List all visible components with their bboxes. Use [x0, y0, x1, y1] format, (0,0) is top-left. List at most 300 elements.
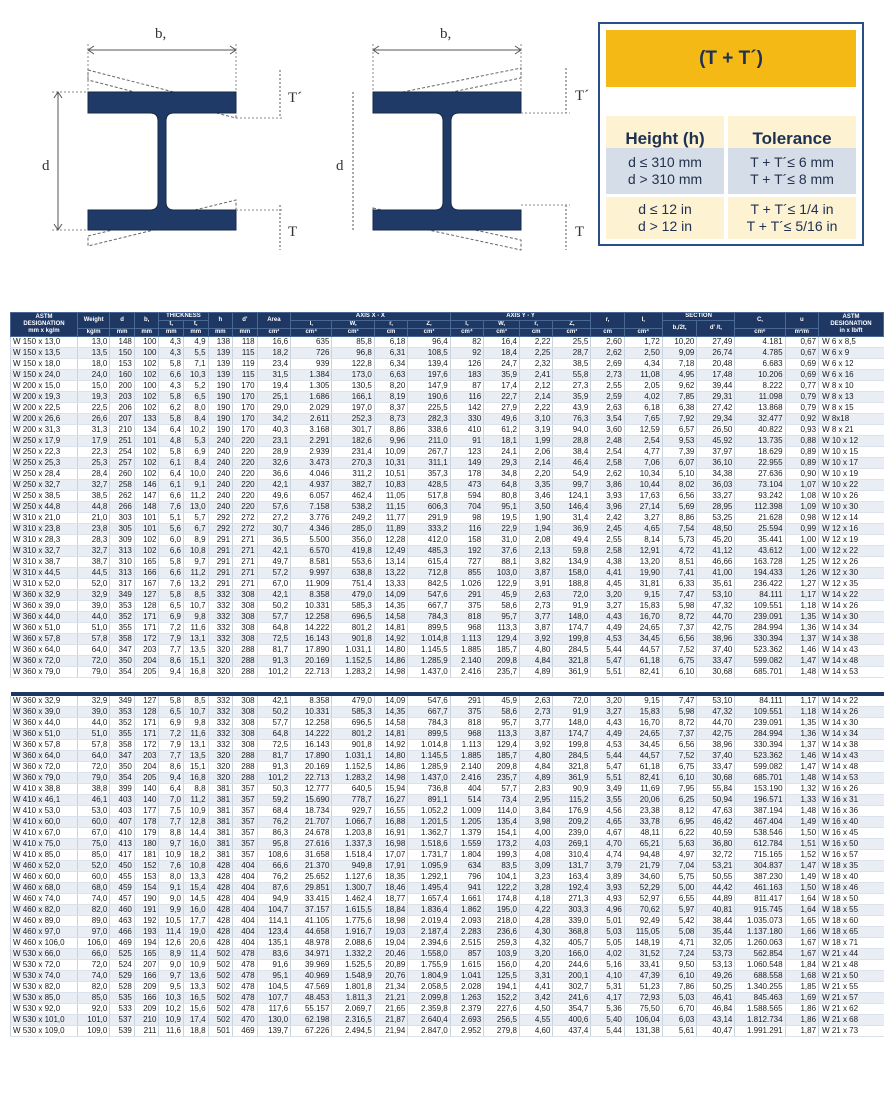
table-row: [11, 773, 884, 784]
axis-x-header: AXIS X - X: [291, 313, 451, 321]
table-cell: 153: [110, 359, 135, 370]
table-cell: 1.518,4: [332, 850, 374, 861]
table-cell: 2,55: [591, 535, 624, 546]
table-cell: 1,67: [785, 949, 818, 960]
table-row: [11, 403, 884, 414]
table-cell: 17,4: [183, 1015, 208, 1026]
table-cell: 53,13: [697, 960, 735, 971]
mm-height-1: d ≤ 310 mm: [628, 154, 702, 170]
table-cell: 140: [134, 784, 159, 795]
mm-height-2: d > 310 mm: [627, 171, 703, 187]
table-cell: 459: [110, 883, 135, 894]
table-cell: 178: [450, 469, 483, 480]
table-cell: W 14 x 30: [819, 612, 884, 623]
table-cell: 17.890: [291, 645, 332, 656]
table-cell: 10,09: [374, 447, 407, 458]
table-cell: 53,25: [697, 513, 735, 524]
table-cell: 4.046: [291, 469, 332, 480]
table-cell: W 360 x 64,0: [11, 751, 78, 762]
table-row: [11, 938, 884, 949]
table-cell: 612.784: [735, 839, 785, 850]
table-cell: 70,62: [624, 905, 662, 916]
table-cell: 32,05: [697, 938, 735, 949]
wx-unit: cm³: [332, 329, 374, 337]
tolerance-title: (T + T´): [606, 30, 856, 87]
table-cell: W 12 x 16: [819, 524, 884, 535]
table-cell: 1.588.565: [735, 1004, 785, 1015]
table-cell: 96,8: [332, 348, 374, 359]
table-cell: 14,35: [374, 707, 407, 718]
table-cell: 156,0: [484, 960, 520, 971]
table-cell: W 410 x 75,0: [11, 839, 78, 850]
table-cell: 899,5: [408, 623, 450, 634]
table-cell: 524: [110, 960, 135, 971]
table-cell: W 12 x 19: [819, 535, 884, 546]
table-cell: W 21 x 50: [819, 971, 884, 982]
table-cell: 8,4: [183, 458, 208, 469]
table-cell: 64,0: [77, 645, 109, 656]
table-cell: 5,36: [591, 1004, 624, 1015]
table-cell: 2,14: [519, 458, 552, 469]
table-cell: 89,0: [77, 916, 109, 927]
table-cell: 1.113: [450, 634, 483, 645]
table-cell: 2.019,4: [408, 916, 450, 927]
table-cell: 332: [208, 718, 233, 729]
table-cell: 21,65: [374, 1004, 407, 1015]
table-cell: 190: [208, 392, 233, 403]
table-cell: 38,44: [697, 916, 735, 927]
table-cell: 9,4: [159, 667, 184, 678]
table-cell: 387.194: [735, 806, 785, 817]
table-cell: W 250 x 28,4: [11, 469, 78, 480]
table-cell: 4,84: [519, 656, 552, 667]
table-cell: 332: [208, 707, 233, 718]
table-cell: 640,5: [332, 784, 374, 795]
table-cell: 165: [134, 949, 159, 960]
table-cell: 10,9: [183, 960, 208, 971]
table-cell: 528: [110, 982, 135, 993]
table-cell: 170: [233, 425, 258, 436]
table-cell: 2,73: [519, 707, 552, 718]
table-cell: 37,40: [697, 645, 735, 656]
table-cell: 19,5: [484, 513, 520, 524]
table-cell: 49,7: [257, 557, 290, 568]
table-cell: W 360 x 57,8: [11, 634, 78, 645]
table-cell: 2,63: [519, 696, 552, 707]
table-cell: 84.111: [735, 590, 785, 601]
table-cell: 13,1: [183, 740, 208, 751]
table-cell: 7,9: [159, 740, 184, 751]
table-cell: 62.198: [291, 1015, 332, 1026]
table-cell: 585,3: [332, 601, 374, 612]
table-cell: 6,63: [374, 370, 407, 381]
table-cell: 146: [134, 480, 159, 491]
table-cell: 553,6: [332, 557, 374, 568]
table-cell: 8,37: [374, 403, 407, 414]
table-cell: 1.283,2: [332, 667, 374, 678]
table-cell: 22.713: [291, 773, 332, 784]
table-cell: 32,9: [77, 696, 109, 707]
table-cell: 15,83: [624, 601, 662, 612]
table-cell: 4,89: [519, 773, 552, 784]
table-cell: 240: [208, 447, 233, 458]
table-cell: 1.203,8: [332, 828, 374, 839]
table-cell: 11,2: [183, 491, 208, 502]
table-cell: 14,92: [374, 740, 407, 751]
table-cell: 1.041: [450, 971, 483, 982]
table-row: [11, 491, 884, 502]
table-cell: 220: [233, 491, 258, 502]
table-cell: 174,7: [553, 623, 591, 634]
table-cell: 538.546: [735, 828, 785, 839]
table-cell: 254: [110, 447, 135, 458]
table-cell: W 360 x 51,0: [11, 623, 78, 634]
table-cell: 7,37: [662, 729, 697, 740]
table-cell: W 14 x 30: [819, 718, 884, 729]
table-cell: 535: [110, 993, 135, 1004]
table-cell: 332: [208, 634, 233, 645]
table-cell: 21,0: [77, 513, 109, 524]
table-cell: 72,0: [77, 960, 109, 971]
table-cell: 79,0: [77, 667, 109, 678]
table-cell: 7,65: [624, 414, 662, 425]
table-cell: 199,3: [484, 850, 520, 861]
table-cell: 269,1: [553, 839, 591, 850]
table-cell: 16,0: [183, 839, 208, 850]
table-cell: 22,9: [484, 524, 520, 535]
table-cell: 10,5: [159, 916, 184, 927]
table-cell: 16,55: [374, 806, 407, 817]
table-cell: 308: [233, 601, 258, 612]
table-cell: 5,3: [183, 436, 208, 447]
table-cell: 13,5: [183, 645, 208, 656]
table-cell: 538,2: [332, 502, 374, 513]
table-cell: W 14 x 38: [819, 634, 884, 645]
table-cell: 478: [233, 993, 258, 1004]
table-cell: 134,9: [553, 557, 591, 568]
table-row: [11, 513, 884, 524]
table-row: [11, 392, 884, 403]
table-cell: 16,91: [374, 828, 407, 839]
table-cell: 0,67: [785, 348, 818, 359]
table-cell: 3,42: [519, 993, 552, 1004]
table-cell: 57,8: [77, 634, 109, 645]
table-cell: 16,98: [374, 839, 407, 850]
left-tilt-label: T´: [288, 90, 303, 106]
table-cell: 170: [233, 403, 258, 414]
table-cell: 67,0: [257, 579, 290, 590]
table-cell: 9,5: [159, 982, 184, 993]
mm-tolerances-cell: [728, 148, 856, 194]
table-cell: W 18 x 55: [819, 905, 884, 916]
table-cell: 39,0: [77, 601, 109, 612]
table-cell: 1.885: [450, 751, 483, 762]
table-cell: 2,08: [519, 535, 552, 546]
ry-unit: cm: [519, 329, 552, 337]
table-cell: 368,8: [553, 927, 591, 938]
table-row: [11, 817, 884, 828]
table-cell: 49,26: [697, 971, 735, 982]
table-cell: 7,52: [662, 645, 697, 656]
table-cell: 194.433: [735, 568, 785, 579]
table-cell: 97,0: [77, 927, 109, 938]
table-cell: 29.851: [291, 883, 332, 894]
table-cell: 74,0: [77, 971, 109, 982]
table-cell: 332: [208, 601, 233, 612]
table-cell: 3,20: [519, 949, 552, 960]
table-cell: 50,25: [697, 982, 735, 993]
table-cell: 696,5: [332, 718, 374, 729]
table-cell: 4,41: [519, 982, 552, 993]
table-cell: 7,1: [183, 359, 208, 370]
table-cell: 173,2: [484, 839, 520, 850]
table-cell: 36,10: [697, 458, 735, 469]
table-cell: 320: [208, 762, 233, 773]
table-cell: 190: [208, 381, 233, 392]
table-cell: 20,06: [624, 795, 662, 806]
table-cell: 12,91: [624, 546, 662, 557]
table-cell: 685.701: [735, 773, 785, 784]
table-cell: 6,75: [662, 656, 697, 667]
table-cell: 53,10: [697, 696, 735, 707]
table-cell: 33,78: [624, 817, 662, 828]
table-cell: 87: [450, 381, 483, 392]
table-cell: 14,81: [374, 729, 407, 740]
table-cell: 67,0: [77, 828, 109, 839]
table-cell: 22.713: [291, 667, 332, 678]
table-cell: 39,0: [77, 707, 109, 718]
table-cell: 5,08: [662, 927, 697, 938]
table-cell: 3,93: [591, 883, 624, 894]
table-cell: 13.868: [735, 403, 785, 414]
table-cell: 50,2: [257, 707, 290, 718]
table-cell: 18,2: [257, 348, 290, 359]
table-row: [11, 425, 884, 436]
table-cell: 941: [450, 883, 483, 894]
wy-unit: cm³: [484, 329, 520, 337]
table-cell: 16,0: [183, 905, 208, 916]
table-cell: 5,63: [662, 839, 697, 850]
table-cell: 292: [208, 524, 233, 535]
table-cell: 547,6: [408, 696, 450, 707]
table-cell: 35,9: [553, 392, 591, 403]
table-cell: 1,49: [785, 872, 818, 883]
table-cell: 6,22: [662, 828, 697, 839]
table-cell: 16.143: [291, 740, 332, 751]
table-cell: 1.031,1: [332, 751, 374, 762]
table-cell: 41,12: [697, 546, 735, 557]
table-cell: 182,6: [332, 436, 374, 447]
table-cell: 125,5: [484, 971, 520, 982]
table-cell: 361,9: [553, 667, 591, 678]
table-cell: 1.615: [450, 960, 483, 971]
table-cell: 801,2: [332, 729, 374, 740]
bf-unit: mm: [134, 329, 159, 337]
table-cell: 818: [450, 718, 483, 729]
zy-header: Z,: [553, 321, 591, 329]
table-cell: 2,14: [519, 392, 552, 403]
table-cell: 178: [134, 817, 159, 828]
table-cell: 407: [110, 817, 135, 828]
table-cell: 75,50: [624, 1004, 662, 1015]
table-cell: 1,17: [785, 696, 818, 707]
table-cell: 4,34: [624, 359, 662, 370]
table-cell: 0,90: [785, 469, 818, 480]
table-cell: 36,6: [257, 469, 290, 480]
table-cell: 842,5: [408, 579, 450, 590]
table-cell: 2,60: [591, 337, 624, 348]
table-cell: 0,88: [785, 436, 818, 447]
table-cell: 3,55: [591, 795, 624, 806]
table-cell: 308: [233, 740, 258, 751]
table-cell: 72,0: [553, 590, 591, 601]
table-cell: 17,48: [697, 370, 735, 381]
table-cell: 4,97: [662, 850, 697, 861]
table-cell: 15,1: [183, 656, 208, 667]
table-cell: 58,6: [484, 601, 520, 612]
table-cell: 2.088,6: [332, 938, 374, 949]
table-cell: 108,6: [257, 850, 290, 861]
table-cell: 291: [208, 546, 233, 557]
table-cell: 437,4: [553, 1026, 591, 1037]
table-row: [11, 524, 884, 535]
table-cell: 2,22: [519, 337, 552, 348]
table-cell: 320: [208, 645, 233, 656]
table-cell: 1.137.180: [735, 927, 785, 938]
table-cell: W 14 x 53: [819, 667, 884, 678]
table-row: [11, 667, 884, 678]
in-tolerances-cell: [728, 197, 856, 239]
table-cell: 6,18: [624, 403, 662, 414]
table-cell: 27,2: [257, 513, 290, 524]
table-cell: 350: [110, 656, 135, 667]
table-cell: 55.157: [291, 1004, 332, 1015]
table-cell: 101,2: [257, 667, 290, 678]
table-cell: 166: [134, 568, 159, 579]
table-cell: W 16 x 57: [819, 850, 884, 861]
table-cell: 220: [233, 447, 258, 458]
table-cell: 190: [208, 414, 233, 425]
table-cell: 811.417: [735, 894, 785, 905]
table-cell: 239.091: [735, 718, 785, 729]
table-cell: 5,51: [591, 773, 624, 784]
table-cell: 1,49: [785, 817, 818, 828]
table-cell: 6,10: [662, 667, 697, 678]
table-cell: 2,58: [591, 458, 624, 469]
table-cell: 1.804: [450, 850, 483, 861]
table-cell: 1,27: [785, 579, 818, 590]
in-tolerance-2: T + T´≤ 5/16 in: [746, 218, 838, 234]
table-cell: 6.570: [291, 546, 332, 557]
wx-header: W,: [332, 321, 374, 329]
table-cell: 2.187,4: [408, 927, 450, 938]
table-cell: 915.745: [735, 905, 785, 916]
table-cell: 4.181: [735, 337, 785, 348]
table-cell: 32,72: [697, 850, 735, 861]
table-cell: 381: [208, 784, 233, 795]
table-cell: 1.205: [450, 817, 483, 828]
table-cell: 1.031,1: [332, 645, 374, 656]
table-cell: 301,7: [332, 425, 374, 436]
table-cell: 1.285,9: [408, 762, 450, 773]
table-cell: 26,50: [697, 425, 735, 436]
table-cell: 52,29: [624, 883, 662, 894]
table-cell: 7,41: [662, 568, 697, 579]
table-cell: 284.994: [735, 623, 785, 634]
table-cell: 5,6: [159, 524, 184, 535]
table-cell: 64,8: [257, 729, 290, 740]
table-cell: 410: [450, 425, 483, 436]
table-cell: 152,2: [484, 993, 520, 1004]
table-cell: 1,86: [785, 1015, 818, 1026]
table-cell: 469: [233, 1026, 258, 1037]
table-cell: 14,35: [374, 601, 407, 612]
table-body-block-2: [11, 696, 884, 1037]
table-cell: 291: [208, 579, 233, 590]
table-cell: 138: [208, 337, 233, 348]
table-cell: 34,60: [624, 872, 662, 883]
table-cell: 10,8: [183, 861, 208, 872]
table-cell: 470: [233, 1015, 258, 1026]
table-cell: 349: [110, 590, 135, 601]
table-cell: 5,03: [591, 927, 624, 938]
table-cell: 40.822: [735, 425, 785, 436]
table-cell: 3,82: [519, 557, 552, 568]
table-cell: 3,77: [519, 718, 552, 729]
table-cell: 102: [134, 359, 159, 370]
table-cell: W 360 x 72,0: [11, 656, 78, 667]
table-cell: 240: [208, 491, 233, 502]
table-cell: 4,17: [591, 993, 624, 1004]
table-cell: 8,19: [374, 392, 407, 403]
table-cell: 40,81: [697, 905, 735, 916]
table-cell: 1,09: [785, 502, 818, 513]
table-cell: 10,31: [374, 458, 407, 469]
table-cell: 12,59: [624, 425, 662, 436]
table-cell: 183: [450, 370, 483, 381]
table-cell: 7,6: [159, 861, 184, 872]
table-cell: W 10 x 22: [819, 480, 884, 491]
table-cell: 332: [208, 696, 233, 707]
table-cell: W 6 x 9: [819, 348, 884, 359]
table-cell: 4,20: [519, 960, 552, 971]
table-cell: 9.997: [291, 568, 332, 579]
table-cell: 80,8: [484, 491, 520, 502]
table-cell: 330.394: [735, 634, 785, 645]
table-cell: 270,3: [332, 458, 374, 469]
table-cell: 51,0: [77, 729, 109, 740]
table-cell: 4,53: [591, 634, 624, 645]
table-cell: 44,0: [77, 612, 109, 623]
table-cell: 38,4: [553, 447, 591, 458]
table-cell: W 310 x 28,3: [11, 535, 78, 546]
table-cell: W 460 x 74,0: [11, 894, 78, 905]
table-cell: 101,0: [77, 1015, 109, 1026]
table-cell: 6,6: [159, 568, 184, 579]
table-cell: W 200 x 26,6: [11, 414, 78, 425]
table-cell: 1.686: [291, 392, 332, 403]
table-cell: 29,31: [697, 392, 735, 403]
table-cell: 7,37: [662, 623, 697, 634]
table-cell: 594: [450, 491, 483, 502]
table-cell: 4,8: [159, 436, 184, 447]
table-cell: W 12 x 22: [819, 546, 884, 557]
table-cell: 14,86: [374, 656, 407, 667]
table-cell: 10,51: [374, 469, 407, 480]
table-cell: W 10 x 19: [819, 469, 884, 480]
table-cell: 11,6: [183, 623, 208, 634]
table-cell: 192,4: [553, 883, 591, 894]
